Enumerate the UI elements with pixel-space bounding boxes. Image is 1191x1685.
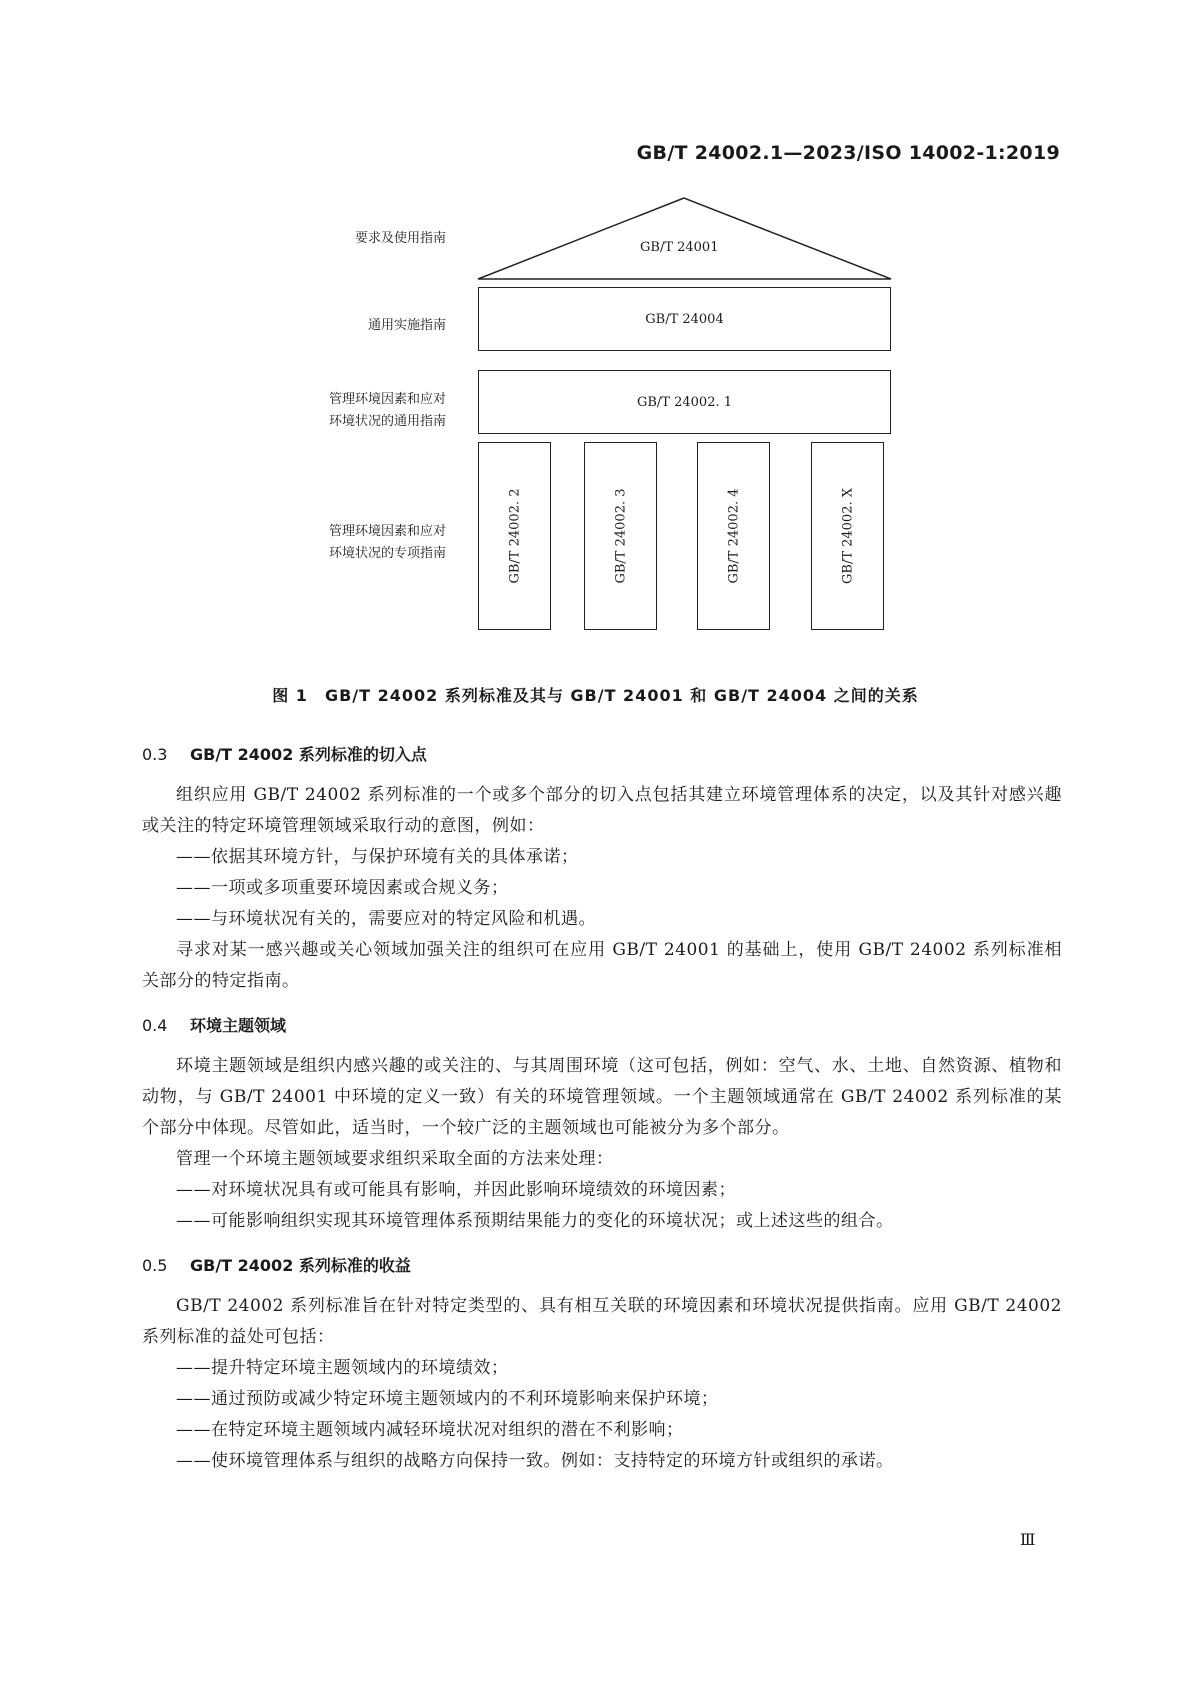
section-title: 环境主题领域	[190, 1016, 287, 1035]
section-heading	[142, 1247, 1062, 1285]
general-guidance-description	[226, 389, 446, 433]
list-item: ——使环境管理体系与组织的战略方向保持一致。例如：支持特定的环境方针或组织的承诺。	[176, 1451, 894, 1471]
pillar-gbt24002-3	[584, 442, 657, 630]
roof-description: 要求及使用指南	[354, 231, 446, 246]
beam-gbt24002-1-label: GB/T 24002. 1	[636, 394, 732, 410]
roof-standard-label: GB/T 24001	[640, 240, 719, 255]
specific-guidance-line1: 管理环境因素和应对	[328, 524, 446, 539]
specific-guidance-line2: 环境状况的专项指南	[328, 546, 446, 561]
section-0-5	[142, 1247, 1062, 1477]
pillar-gbt24002-x	[811, 442, 884, 630]
beam-gbt24004	[478, 287, 891, 351]
pillar-gbt24002-4	[697, 442, 770, 630]
list-item: ——依据其环境方针，与保护环境有关的具体承诺；	[176, 847, 579, 867]
figure-caption: 图 1 GB/T 24002 系列标准及其与 GB/T 24001 和 GB/T 24004 之间的关系	[272, 686, 919, 705]
pillar-gbt24002-2-label: GB/T 24002. 2	[507, 488, 522, 584]
section-0-4	[142, 1007, 1062, 1237]
list-item: ——通过预防或减少特定环境主题领域内的不利环境影响来保护环境；	[176, 1389, 719, 1409]
section-heading	[142, 736, 1062, 774]
paragraph: 管理一个环境主题领域要求组织采取全面的方法来处理：	[176, 1149, 614, 1169]
general-guidance-line1: 管理环境因素和应对	[328, 392, 446, 407]
standards-relationship-diagram	[0, 0, 1191, 650]
pillar-gbt24002-x-label: GB/T 24002. X	[840, 488, 855, 584]
pillar-gbt24002-2	[478, 442, 551, 630]
list-item: ——一项或多项重要环境因素或合规义务；	[176, 878, 509, 898]
section-0-3	[142, 736, 1062, 997]
section-title: GB/T 24002 系列标准的切入点	[190, 745, 427, 764]
specific-guidance-description	[226, 521, 446, 565]
document-body	[142, 736, 1062, 1487]
list-item: ——对环境状况具有或可能具有影响，并因此影响环境绩效的环境因素；	[176, 1180, 736, 1200]
pillar-gbt24002-4-label: GB/T 24002. 4	[726, 488, 741, 584]
general-impl-description: 通用实施指南	[367, 318, 446, 333]
beam-gbt24002-1	[478, 370, 891, 434]
paragraph: GB/T 24002 系列标准旨在针对特定类型的、具有相互关联的环境因素和环境状况提供指南。应用 GB/T 24002 系列标准的益处可包括：	[142, 1296, 1062, 1347]
section-number: 0.3	[142, 745, 168, 764]
page-number: Ⅲ	[1020, 1530, 1036, 1549]
beam-gbt24004-label: GB/T 24004	[645, 311, 724, 327]
section-title: GB/T 24002 系列标准的收益	[190, 1256, 411, 1275]
list-item: ——与环境状况有关的，需要应对的特定风险和机遇。	[176, 909, 596, 929]
paragraph: 环境主题领域是组织内感兴趣的或关注的、与其周围环境（这可包括，例如：空气、水、土地、自然资源、植物和动物，与 GB/T 24001 中环境的定义一致）有关的环境管理领域。一个主题领域通常在 GB/T 24002 系列标准的某个部分中体现。尽管如此，适当时，一个较广泛的主题领域也可能被分为多个部分。	[142, 1056, 1062, 1138]
document-code-header: GB/T 24002.1—2023/ISO 14002-1:2019	[636, 142, 1060, 164]
section-heading	[142, 1007, 1062, 1045]
pillar-gbt24002-3-label: GB/T 24002. 3	[613, 488, 628, 584]
paragraph: 组织应用 GB/T 24002 系列标准的一个或多个部分的切入点包括其建立环境管理体系的决定，以及其针对感兴趣或关注的特定环境管理领域采取行动的意图，例如：	[142, 785, 1062, 836]
section-number: 0.4	[142, 1016, 168, 1035]
list-item: ——提升特定环境主题领域内的环境绩效；	[176, 1358, 509, 1378]
section-number: 0.5	[142, 1256, 168, 1275]
paragraph: 寻求对某一感兴趣或关心领域加强关注的组织可在应用 GB/T 24001 的基础上，使用 GB/T 24002 系列标准相关部分的特定指南。	[142, 940, 1062, 991]
general-guidance-line2: 环境状况的通用指南	[328, 414, 446, 429]
list-item: ——在特定环境主题领域内减轻环境状况对组织的潜在不利影响；	[176, 1420, 684, 1440]
list-item: ——可能影响组织实现其环境管理体系预期结果能力的变化的环境状况；或上述这些的组合。	[176, 1211, 894, 1231]
